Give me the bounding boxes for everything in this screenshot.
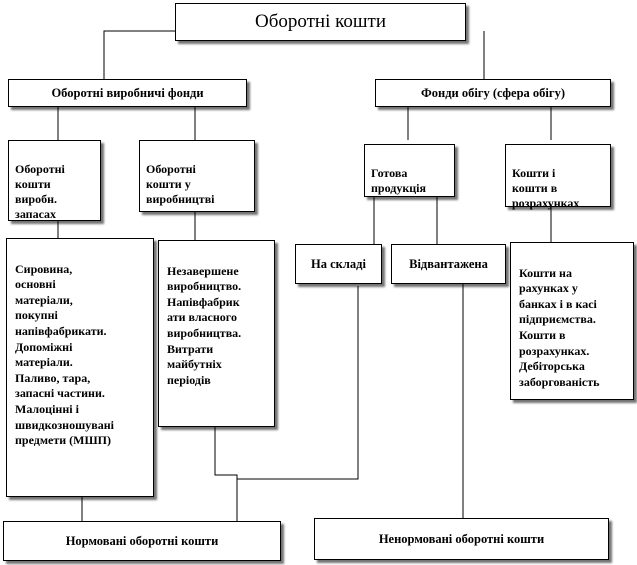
circulation-funds-box bbox=[375, 79, 611, 107]
shipped-label: Відвантажена bbox=[409, 256, 488, 271]
in-production-label: Оборотні кошти у виробництві bbox=[146, 162, 215, 206]
circulation-funds-connector bbox=[408, 107, 551, 140]
production-funds-box bbox=[8, 79, 247, 107]
non-normalized-label: Ненормовані оборотні кошти bbox=[378, 531, 545, 546]
raw-materials-text: Сировина, основні матеріали, покупні напівфабрикати. Допоміжні матеріали. Паливо, тара, запасні частини. Малоцінні і швидкозношувані предмети (МШП) bbox=[15, 261, 114, 448]
settlement-funds-box bbox=[505, 144, 611, 210]
root-label: Оборотні кошти bbox=[254, 11, 386, 32]
finished-goods-label: Готова продукція bbox=[371, 166, 426, 195]
non-normalized-box bbox=[314, 518, 609, 560]
normalized-label: Нормовані оборотні кошти bbox=[65, 533, 219, 548]
normalized-box bbox=[3, 521, 281, 561]
shipped-box bbox=[391, 244, 506, 284]
settlement-funds-label: Кошти і кошти в розрахунках bbox=[512, 166, 580, 210]
finished-goods-box bbox=[364, 144, 455, 197]
cash-box bbox=[510, 242, 634, 400]
production-stocks-label: Оборотні кошти виробн. запасах bbox=[15, 162, 65, 221]
in-production-box bbox=[139, 140, 255, 212]
in-warehouse-label: На складі bbox=[311, 256, 366, 271]
wip-text: Незавершене виробництво. Напівфабрик ати власного виробництва. Витрати майбутніх періодів bbox=[167, 263, 242, 387]
root-box bbox=[175, 3, 466, 41]
production-funds-label: Оборотні виробничі фонди bbox=[51, 85, 204, 100]
cash-text: Кошти на рахунках у банках і в касі підприємства. Кошти в розрахунках. Дебіторська заборгованість bbox=[519, 265, 600, 389]
raw-materials-box bbox=[6, 238, 154, 497]
production-funds-connector bbox=[58, 107, 195, 140]
circulation-funds-label: Фонди обігу (сфера обігу) bbox=[421, 85, 565, 100]
production-stocks-box bbox=[8, 140, 101, 221]
wip-box bbox=[158, 240, 275, 427]
in-warehouse-box bbox=[295, 244, 382, 284]
